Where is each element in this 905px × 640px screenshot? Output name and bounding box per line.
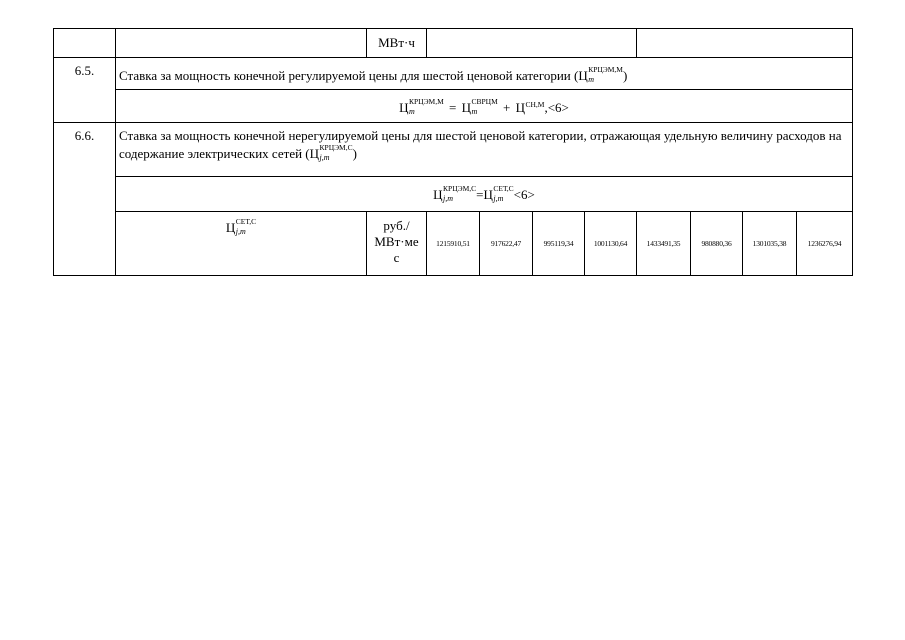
unit-cell: руб./ МВт·ме с — [367, 212, 427, 276]
row-description: Ставка за мощность конечной нерегулируемой цены для шестой ценовой категории, отражающая удельную величину расходов на содержание электрических сетей (Ц КРЦЭМ,С j,m ) — [116, 123, 853, 177]
row-6-5-formula — [54, 90, 853, 123]
value-cell: 1236276,94 — [797, 212, 853, 276]
empty-cell — [116, 29, 367, 58]
row-6-5-header — [54, 58, 853, 90]
value-cell: 1301035,38 — [743, 212, 797, 276]
value-cell: 980880,36 — [691, 212, 743, 276]
value-cell: 1001130,64 — [585, 212, 637, 276]
value-cell: 995119,34 — [533, 212, 585, 276]
symbol-cell: Ц СЕТ,С j,m — [116, 212, 367, 276]
unit-cell: МВт·ч — [367, 29, 427, 58]
formula-6-6: Ц КРЦЭМ,С j,m =Ц СЕТ,С j,m <6> — [116, 177, 853, 212]
row-6-6-values — [54, 212, 853, 276]
value-cell: 1215910,51 — [427, 212, 480, 276]
row-6-6-header — [54, 123, 853, 177]
row-number: 6.5. — [54, 58, 116, 123]
formula-6-5: Ц КРЦЭМ,М m = Ц СВРЦМ m + ЦСН,М,<6> — [116, 90, 853, 123]
empty-cell — [54, 29, 116, 58]
row-6-6-formula — [54, 177, 853, 212]
unit-row — [54, 29, 853, 58]
empty-cell — [637, 29, 853, 58]
row-description: Ставка за мощность конечной регулируемой цены для шестой ценовой категории (Ц КРЦЭМ,М m ) — [116, 58, 853, 90]
row-number: 6.6. — [54, 123, 116, 276]
empty-cell — [427, 29, 637, 58]
value-cell: 917622,47 — [480, 212, 533, 276]
tariff-table — [53, 28, 853, 276]
value-cell: 1433491,35 — [637, 212, 691, 276]
